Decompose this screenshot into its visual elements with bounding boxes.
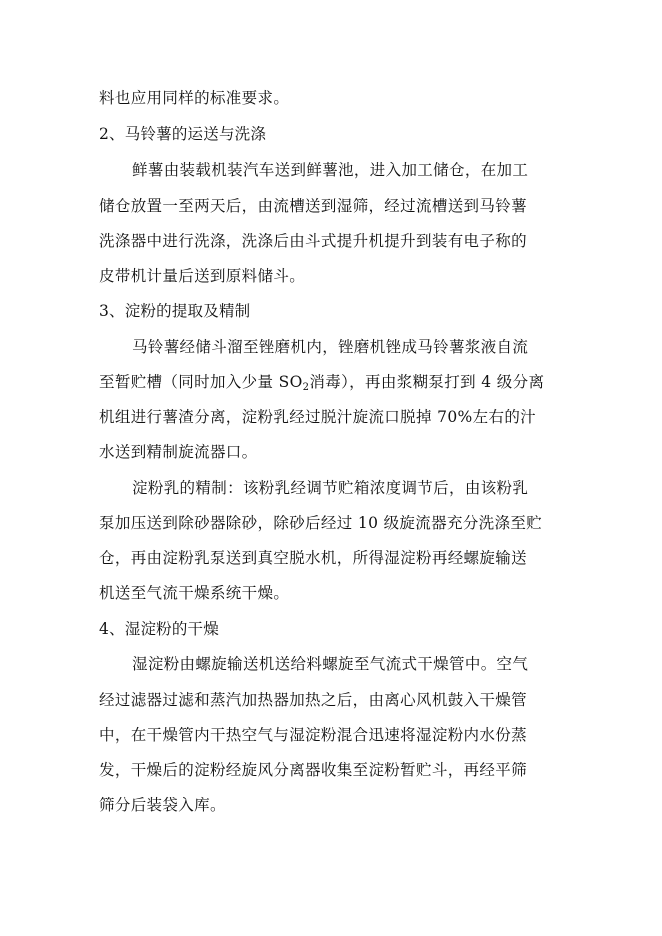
section-2-line-4: 皮带机计量后送到原料储斗。: [99, 267, 306, 285]
section-3-heading: 3、淀粉的提取及精制: [99, 302, 251, 320]
section-2-line-2: 储仓放置一至两天后，由流槽送到湿筛，经过流槽送到马铃薯: [99, 197, 527, 215]
section-4-line-5: 筛分后装袋入库。: [99, 796, 226, 814]
section-3-para2-line-3: 仓，再由淀粉乳泵送到真空脱水机，所得湿淀粉再经螺旋输送: [99, 549, 527, 567]
section-3-para1-line-2-end: 消毒），再由浆糊泵打到 4 级分离: [309, 373, 545, 391]
section-4-heading: 4、湿淀粉的干燥: [99, 620, 219, 638]
section-3-para2-line-4: 机送至气流干燥系统干燥。: [99, 584, 290, 602]
section-3-para1-line-4: 水送到精制旋流器口。: [99, 443, 258, 461]
section-3-para1-line-3: 机组进行薯渣分离，淀粉乳经过脱汁旋流口脱掉 70%左右的汁: [99, 408, 537, 426]
section-2-line-1: 鲜薯由装载机装汽车送到鲜薯池，进入加工储仓，在加工: [132, 161, 529, 179]
section-3-para2-line-1: 淀粉乳的精制：该粉乳经调节贮箱浓度调节后，由该粉乳: [132, 479, 529, 497]
section-2-line-3: 洗涤器中进行洗涤，洗涤后由斗式提升机提升到装有电子称的: [99, 232, 527, 250]
section-4-line-3: 中，在干燥管内干热空气与湿淀粉混合迅速将湿淀粉内水份蒸: [99, 726, 527, 744]
section-4-line-4: 发，干燥后的淀粉经旋风分离器收集至淀粉暂贮斗，再经平筛: [99, 761, 527, 779]
section-4-line-1: 湿淀粉由螺旋输送机送给料螺旋至气流式干燥管中。空气: [132, 655, 529, 673]
intro-line: 料也应用同样的标准要求。: [99, 89, 290, 107]
section-2-heading: 2、马铃薯的运送与洗涤: [99, 125, 267, 143]
so2-subscript: 2: [302, 382, 310, 393]
section-3-para1-line-2-start: 至暂贮槽（同时加入少量 SO: [99, 373, 303, 391]
section-3-para1-line-2: [99, 372, 567, 392]
section-4-line-2: 经过滤器过滤和蒸汽加热器加热之后，由离心风机鼓入干燥管: [99, 691, 527, 709]
section-3-para2-line-2: 泵加压送到除砂器除砂，除砂后经过 10 级旋流器充分洗涤至贮: [99, 514, 543, 532]
section-3-para1-line-1: 马铃薯经储斗溜至锉磨机内，锉磨机锉成马铃薯浆液自流: [132, 338, 529, 356]
